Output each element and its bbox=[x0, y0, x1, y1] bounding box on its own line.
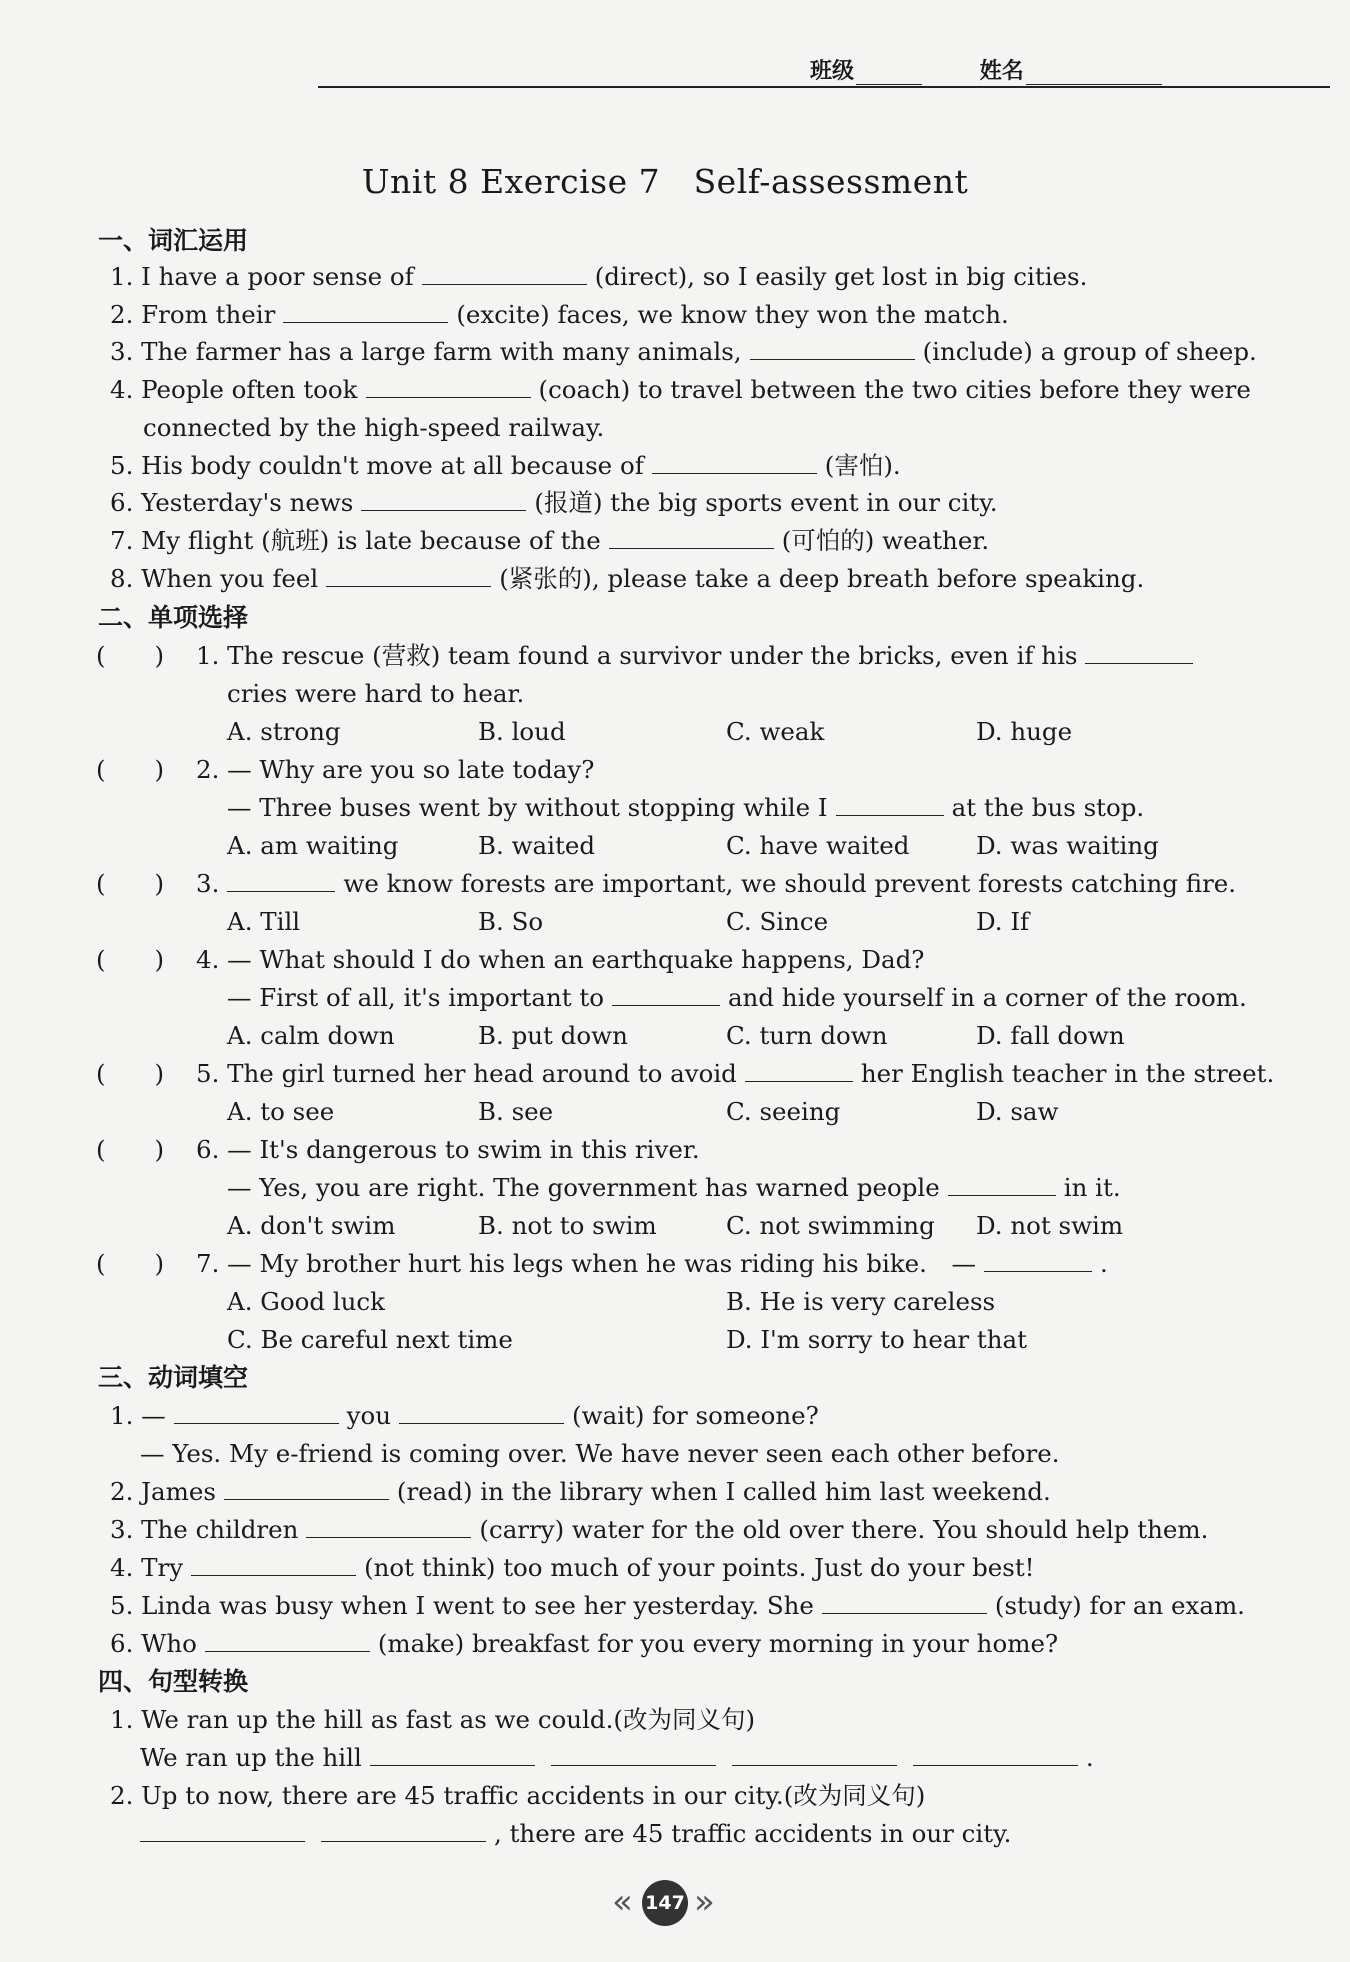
vocab-question-5: 5. His body couldn't move at all because of (害怕). bbox=[110, 451, 901, 480]
page-title: Unit 8 Exercise 7 Self-assessment bbox=[361, 162, 969, 201]
answer-parentheses[interactable]: ( ) bbox=[96, 945, 165, 974]
answer-blank[interactable] bbox=[227, 869, 335, 892]
section-heading-multiple-choice: 二、单项选择 bbox=[98, 603, 249, 632]
mc-question-6: 6. — It's dangerous to swim in this river. bbox=[196, 1135, 700, 1164]
answer-blank[interactable] bbox=[836, 793, 944, 816]
vocab-question-2: 2. From their (excite) faces, we know they won the match. bbox=[110, 300, 1009, 329]
answer-blank[interactable] bbox=[612, 983, 720, 1006]
vocab-question-8: 8. When you feel (紧张的), please take a deep breath before speaking. bbox=[110, 564, 1145, 593]
vocab-question-4-cont: connected by the high-speed railway. bbox=[143, 413, 605, 442]
answer-blank[interactable] bbox=[1085, 641, 1193, 664]
option-c: C. Since bbox=[726, 907, 829, 936]
answer-blank[interactable] bbox=[224, 1477, 389, 1500]
answer-blank[interactable] bbox=[745, 1059, 853, 1082]
mc-question-4: 4. — What should I do when an earthquake happens, Dad? bbox=[196, 945, 925, 974]
answer-blank[interactable] bbox=[191, 1553, 356, 1576]
option-d: D. saw bbox=[976, 1097, 1059, 1126]
answer-blank[interactable] bbox=[205, 1629, 370, 1652]
answer-blank[interactable] bbox=[422, 262, 587, 285]
mc-question-7: 7. — My brother hurt his legs when he was riding his bike. — . bbox=[196, 1249, 1108, 1278]
answer-blank[interactable] bbox=[321, 1819, 486, 1842]
answer-blank[interactable] bbox=[609, 526, 774, 549]
transform-question-1: 1. We ran up the hill as fast as we could.(改为同义句) bbox=[110, 1705, 756, 1734]
option-d: D. I'm sorry to hear that bbox=[726, 1325, 1027, 1354]
answer-blank[interactable] bbox=[283, 300, 448, 323]
option-b: B. He is very careless bbox=[726, 1287, 996, 1316]
option-c: C. turn down bbox=[726, 1021, 888, 1050]
answer-blank[interactable] bbox=[306, 1515, 471, 1538]
answer-blank[interactable] bbox=[913, 1743, 1078, 1766]
vocab-question-7: 7. My flight (航班) is late because of the (可怕的) weather. bbox=[110, 526, 990, 555]
mc-question-2-line2: — Three buses went by without stopping while I at the bus stop. bbox=[227, 793, 1145, 822]
option-c: C. seeing bbox=[726, 1097, 841, 1126]
vocab-question-4: 4. People often took (coach) to travel between the two cities before they were bbox=[110, 375, 1251, 404]
option-a: A. don't swim bbox=[227, 1211, 396, 1240]
answer-blank[interactable] bbox=[174, 1401, 339, 1424]
option-b: B. loud bbox=[478, 717, 566, 746]
verb-question-6: 6. Who (make) breakfast for you every morning in your home? bbox=[110, 1629, 1059, 1658]
verb-question-3: 3. The children (carry) water for the old over there. You should help them. bbox=[110, 1515, 1209, 1544]
option-b: B. put down bbox=[478, 1021, 628, 1050]
answer-blank[interactable] bbox=[822, 1591, 987, 1614]
transform-question-2-answer: , there are 45 traffic accidents in our city. bbox=[132, 1819, 1011, 1849]
answer-blank[interactable] bbox=[361, 488, 526, 511]
verb-question-1-reply: — Yes. My e-friend is coming over. We have never seen each other before. bbox=[140, 1439, 1060, 1468]
header-fields bbox=[810, 54, 1176, 85]
page-number-badge bbox=[610, 1878, 720, 1928]
mc-question-4-line2: — First of all, it's important to and hide yourself in a corner of the room. bbox=[227, 983, 1247, 1012]
answer-blank[interactable] bbox=[732, 1743, 897, 1766]
option-b: B. So bbox=[478, 907, 544, 936]
answer-parentheses[interactable]: ( ) bbox=[96, 869, 165, 898]
option-c: C. have waited bbox=[726, 831, 910, 860]
name-blank[interactable] bbox=[1026, 60, 1162, 85]
mc-question-2: 2. — Why are you so late today? bbox=[196, 755, 595, 784]
class-blank[interactable] bbox=[856, 60, 922, 85]
name-label: 姓名 bbox=[979, 59, 1024, 84]
mc-question-1: 1. The rescue (营救) team found a survivor under the bricks, even if his bbox=[196, 641, 1201, 671]
option-a: A. to see bbox=[227, 1097, 335, 1126]
answer-parentheses[interactable]: ( ) bbox=[96, 1135, 165, 1164]
answer-blank[interactable] bbox=[984, 1249, 1092, 1272]
section-heading-vocabulary: 一、词汇运用 bbox=[98, 226, 249, 255]
page-number: 147 bbox=[642, 1880, 688, 1926]
vocab-question-1: 1. I have a poor sense of (direct), so I easily get lost in big cities. bbox=[110, 262, 1088, 291]
verb-question-1: 1. — you (wait) for someone? bbox=[110, 1401, 819, 1430]
answer-parentheses[interactable]: ( ) bbox=[96, 1249, 165, 1278]
answer-blank[interactable] bbox=[399, 1401, 564, 1424]
answer-blank[interactable] bbox=[370, 1743, 535, 1766]
mc-question-1-cont: cries were hard to hear. bbox=[227, 679, 525, 708]
header-rule bbox=[318, 86, 1330, 88]
verb-question-2: 2. James (read) in the library when I called him last weekend. bbox=[110, 1477, 1051, 1506]
answer-parentheses[interactable]: ( ) bbox=[96, 641, 165, 670]
answer-parentheses[interactable]: ( ) bbox=[96, 755, 165, 784]
transform-question-1-answer: We ran up the hill . bbox=[140, 1743, 1094, 1772]
option-a: A. calm down bbox=[227, 1021, 395, 1050]
verb-question-5: 5. Linda was busy when I went to see her yesterday. She (study) for an exam. bbox=[110, 1591, 1245, 1620]
option-a: A. strong bbox=[227, 717, 341, 746]
vocab-question-3: 3. The farmer has a large farm with many animals, (include) a group of sheep. bbox=[110, 337, 1257, 366]
answer-blank[interactable] bbox=[140, 1819, 305, 1842]
section-heading-verb-fill: 三、动词填空 bbox=[98, 1363, 249, 1392]
mc-question-6-line2: — Yes, you are right. The government has warned people in it. bbox=[227, 1173, 1121, 1202]
option-b: B. see bbox=[478, 1097, 554, 1126]
option-d: D. If bbox=[976, 907, 1030, 936]
verb-question-4: 4. Try (not think) too much of your points. Just do your best! bbox=[110, 1553, 1035, 1582]
option-b: B. waited bbox=[478, 831, 596, 860]
option-c: C. weak bbox=[726, 717, 825, 746]
answer-blank[interactable] bbox=[948, 1173, 1056, 1196]
mc-question-5: 5. The girl turned her head around to avoid her English teacher in the street. bbox=[196, 1059, 1275, 1088]
answer-blank[interactable] bbox=[551, 1743, 716, 1766]
option-c: C. not swimming bbox=[726, 1211, 935, 1240]
option-a: A. Good luck bbox=[227, 1287, 385, 1316]
class-label: 班级 bbox=[810, 59, 855, 84]
option-d: D. huge bbox=[976, 717, 1073, 746]
double-chevron-right-icon: » bbox=[694, 1882, 715, 1922]
option-b: B. not to swim bbox=[478, 1211, 657, 1240]
double-chevron-left-icon: « bbox=[612, 1882, 633, 1922]
option-a: A. Till bbox=[227, 907, 301, 936]
option-d: D. fall down bbox=[976, 1021, 1125, 1050]
answer-blank[interactable] bbox=[652, 451, 817, 474]
vocab-question-6: 6. Yesterday's news (报道) the big sports event in our city. bbox=[110, 488, 998, 517]
answer-blank[interactable] bbox=[750, 337, 915, 360]
option-a: A. am waiting bbox=[227, 831, 399, 860]
option-d: D. not swim bbox=[976, 1211, 1124, 1240]
answer-parentheses[interactable]: ( ) bbox=[96, 1059, 165, 1088]
option-c: C. Be careful next time bbox=[227, 1325, 513, 1354]
section-heading-sentence-transform: 四、句型转换 bbox=[98, 1667, 249, 1696]
option-d: D. was waiting bbox=[976, 831, 1159, 860]
answer-blank[interactable] bbox=[366, 375, 531, 398]
transform-question-2: 2. Up to now, there are 45 traffic accidents in our city.(改为同义句) bbox=[110, 1781, 926, 1810]
mc-question-3: 3. we know forests are important, we should prevent forests catching fire. bbox=[196, 869, 1237, 898]
answer-blank[interactable] bbox=[326, 564, 491, 587]
